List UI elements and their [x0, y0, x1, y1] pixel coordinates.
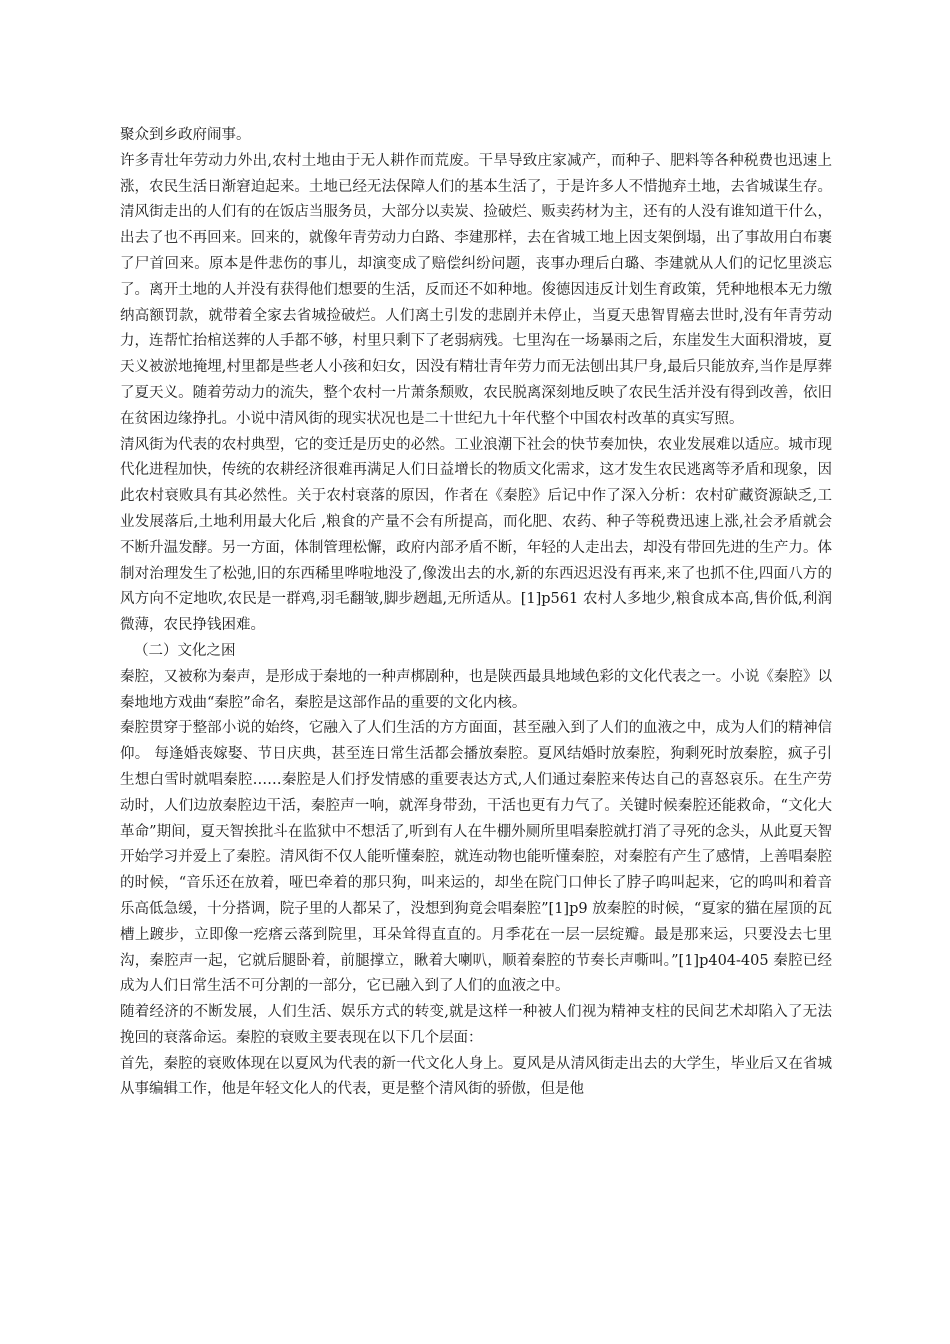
document-body: [120, 123, 832, 1103]
paragraph-2: 许多青壮年劳动力外出,农村土地由于无人耕作而荒废。干旱导致庄家减产，而种子、肥料等各种税费也迅速上涨，农民生活日渐窘迫起来。土地已经无法保障人们的基本生活了，于是许多人不惜抛弃土地，去省城谋生存。清风街走出的人们有的在饭店当服务员，大部分以卖炭、捡破烂、贩卖药材为主，还有的人没有谁知道干什么，出去了也不再回来。回来的，就像年青劳动力白路、李建那样，去在省城工地上因支架倒塌，出了事故用白布裹了尸首回来。原本是件悲伤的事儿，却演变成了赔偿纠纷问题，丧事办理后白璐、李建就从人们的记忆里淡忘了。离开土地的人并没有获得他们想要的生活，反而还不如种地。俊德因违反计划生育政策，凭种地根本无力缴纳高额罚款，就带着全家去省城捡破烂。人们离土引发的悲剧并未停止，当夏天患智胃癌去世时,没有年青劳动力，连帮忙抬棺送葬的人手都不够，村里只剩下了老弱病残。七里沟在一场暴雨之后，东崖发生大面积滑坡，夏天义被淤地掩埋,村里都是些老人小孩和妇女，因没有精壮青年劳力而无法刨出其尸身,最后只能放弃,当作是厚葬了夏天义。随着劳动力的流失，整个农村一片萧条颓败，农民脱离深刻地反映了农民生活并没有得到改善，依旧在贫困边缘挣扎。小说中清风街的现实状况也是二十世纪九十年代整个中国农村改革的真实写照。: [120, 152, 832, 427]
paragraph-4: 秦腔，又被称为秦声，是形成于秦地的一种声梆剧种，也是陕西最具地域色彩的文化代表之一。小说《秦腔》以秦地地方戏曲“秦腔”命名，秦腔是这部作品的重要的文化内核。: [120, 668, 832, 711]
section-heading: （二）文化之困: [134, 642, 236, 659]
paragraph-6: 随着经济的不断发展，人们生活、娱乐方式的转变,就是这样一种被人们视为精神支柱的民间艺术却陷入了无法挽回的衰落命运。秦腔的衰败主要表现在以下几个层面：: [120, 1004, 832, 1046]
paragraph-7: 首先，秦腔的衰败体现在以夏风为代表的新一代文化人身上。夏风是从清风街走出去的大学生，毕业后又在省城从事编辑工作，他是年轻文化人的代表，更是整个清风街的骄傲，但是他: [120, 1055, 832, 1098]
paragraph-1: 聚众到乡政府闹事。: [120, 127, 251, 143]
paragraph-3: 清风街为代表的农村典型，它的变迁是历史的必然。工业浪潮下社会的快节奏加快，农业发展难以适应。城市现代化进程加快，传统的农耕经济很难再满足人们日益增长的物质文化需求，这才发生农民逃离等矛盾和现象，因此农村衰败具有其必然性。关于农村衰落的原因，作者在《秦腔》后记中作了深入分析：农村矿藏资源缺乏,工业发展落后,土地利用最大化后 ,粮食的产量不会有所提高，而化肥、农药、种子等税费迅速上涨,社会矛盾就会不断升温发酵。另一方面，体制管理松懈，政府内部矛盾不断，年轻的人走出去，却没有带回先进的生产力。体制对治理发生了松弛,旧的东西稀里哗啦地没了,像泼出去的水,新的东西迟迟没有再来,来了也抓不住,四面八方的风方向不定地吹,农民是一群鸡,羽毛翻皱,脚步趔趄,无所适从。[1]p561 农村人多地少,粮食成本高,售价低,利润微薄，农民挣钱困难。: [120, 436, 832, 634]
paragraph-5: 秦腔贯穿于整部小说的始终，它融入了人们生活的方方面面，甚至融入到了人们的血液之中，成为人们的精神信仰。 每逢婚丧嫁娶、节日庆典，甚至连日常生活都会播放秦腔。夏风结婚时放秦腔，狗剩死时放秦腔，疯子引生想白雪时就唱秦腔……秦腔是人们抒发情感的重要表达方式,人们通过秦腔来传达自己的喜怒哀乐。在生产劳动时，人们边放秦腔边干活，秦腔声一响，就浑身带劲，干活也更有力气了。关键时候秦腔还能救命，“文化大革命”期间，夏天智挨批斗在监狱中不想活了,听到有人在牛棚外厕所里唱秦腔就打消了寻死的念头，从此夏天智开始学习并爱上了秦腔。清风街不仅人能听懂秦腔，就连动物也能听懂秦腔，对秦腔有产生了感情，上善唱秦腔的时候，“音乐还在放着，哑巴牵着的那只狗，叫来运的，却坐在院门口伸长了脖子呜叫起来，它的呜叫和着音乐高低急缓，十分搭调，院子里的人都呆了，没想到狗竟会唱秦腔”[1]p9 放秦腔的时候，“夏家的猫在屋顶的瓦槽上踱步，立即像一疙瘩云落到院里，耳朵耸得直直的。月季花在一层一层绽瓣。最是那来运，只要没去七里沟，秦腔声一起，它就后腿卧着，前腿撑立，瞅着大喇叭，顺着秦腔的节奏长声嘶叫。”[1]p404-405 秦腔已经成为人们日常生活不可分割的一部分，它已融入到了人们的血液之中。: [120, 720, 832, 995]
